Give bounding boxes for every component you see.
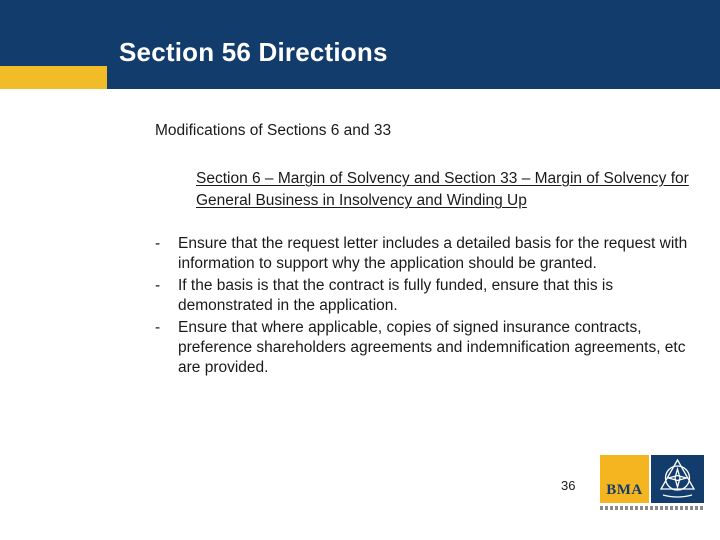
slide-subtitle: Modifications of Sections 6 and 33 <box>155 122 392 139</box>
bullet-marker: - <box>155 277 161 294</box>
page-number: 36 <box>561 478 576 493</box>
bullet-marker: - <box>155 319 161 336</box>
bullet-item <box>155 318 700 378</box>
slide-title: Section 56 Directions <box>119 37 388 67</box>
bullet-item <box>155 234 700 274</box>
bullet-item <box>155 276 700 316</box>
bullet-text: Ensure that the request letter includes a detailed basis for the request with information to support why the application should be granted. <box>178 235 688 272</box>
compass-crest-icon <box>651 455 704 503</box>
section-heading: Section 6 – Margin of Solvency and Section 33 – Margin of Solvency for General Business in Insolvency and Winding Up <box>196 170 689 209</box>
logo-letters: BMA <box>606 482 643 498</box>
logo-caption-band <box>600 506 704 510</box>
bullet-text: If the basis is that the contract is fully funded, ensure that this is demonstrated in the application. <box>178 277 614 314</box>
bullet-text: Ensure that where applicable, copies of signed insurance contracts, preference shareholders agreements and indemnification agreements, etc are provided. <box>178 319 686 376</box>
logo-navy-panel <box>651 455 704 503</box>
bma-logo <box>600 455 704 513</box>
bullet-marker: - <box>155 235 161 252</box>
header-accent-stripe <box>0 66 107 89</box>
bullet-list <box>155 234 700 380</box>
